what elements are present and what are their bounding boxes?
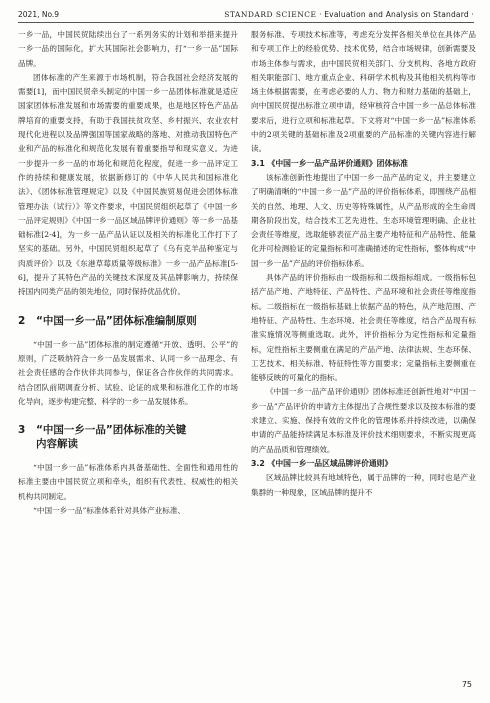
paragraph: 服务标准、专项技术标准等，考虑充分发挥各相关单位在具体产品和专项工作上的经验优势、技术优势，结合市场规律，创新需要及市场主体参与需求，由中国民贸相关部门、分支机构、各地方政府相关职能部门、地方重点企业、科研学术机构及其他相关机构等市场主体根据需要，在考虑必要的人力、物力和财力基础的基础上，向中国民贸提出标准立项申请，经审核符合中国一乡一品总体标准要求后，进行立项和标准起草。下文将对“中国一乡一品”标准体系中的2项关键的基础标准及2项重要的产品标准的关键内容进行解读。 — [251, 30, 476, 154]
page-number: 75 — [461, 680, 472, 689]
section-title-line2: 内容解读 — [36, 438, 78, 451]
paragraph: 团体标准的产生来源于市场机制，符合我国社会经济发展的需要[1]，而中国民贸牵头制定的中国一乡一品团体标准就是适应国家团体标准发展和市场需要的重要成果，也是地区特色产品品牌培育的重要支持，有助于我国扶贫攻坚、乡村振兴、农业农村现代化进程以及品牌强国等国家战略的落地、对推动我国特色产业和产品的标准化和规范化发展有着重要指导和现实意义。为进一步提升一乡一品的市场化和规范化程度，促进一乡一品评定工作的持续和健康发展，依据新修订的《中华人民共和国标准化法》、《团体标准管理规定》以及《中国民族贸易促进会团体标准管理办法（试行）》等文件要求，中国民贸组织起草了《中国一乡一品评定规则》《中国一乡一品区域品牌评价通则》等一乡一品基础标准[2-4]，为一乡一品产品认证以及相关的标准化工作打下了坚实的基础。另外，中国民贸组织起草了《乌有克羊品种鉴定与肉质评价》以及《东港草莓质量等级标准》一乡一品产品标准[5-6]，提升了其特色产品的关键技术深度及其品牌影响力，持续保持国内同类产品的领先地位，同时保持优品优价。 — [18, 72, 238, 297]
right-column — [251, 28, 476, 500]
section-heading-3 — [18, 423, 238, 451]
section-number: 2 — [18, 314, 26, 327]
subsection-heading-3-1: 3.1 《中国一乡一品产品评价通则》团体标准 — [251, 158, 408, 168]
paragraph: 该标准创新性地提出了中国一乡一品产品的定义，并主要建立了明确清晰的“中国一乡一品”产品的评价指标体系，即围绕产品相关的自然、地理、人文、历史等特殊属性，从产品形成的全生命周期各阶段出发，结合技术工艺先进性、生态环境管理明确、企业社会责任等维度，选取能够表征产品主要产地特征和产品特性、能量化并可检测验证的定量指标和可准确描述的定性指标，整体构成“中国一乡一品”产品的评价指标体系。 — [251, 172, 476, 268]
paragraph: “中国一乡一品”标准体系内具备基础性、全面性和通用性的标准主要由中国民贸立项和牵头，组织有代表性、权威性的相关机构共同制定。 — [18, 463, 238, 501]
paragraph: 《中国一乡一品产品评价通则》团体标准还创新性地对“中国一乡一品”产品评价的申请方主体提出了合规性要求以及按本标准的要求建立、实施、保持有效的文件化的管理体系并持续改进，以确保申请的产品能持续满足本标准及评价技术细则要求，不断实现更高的产品品质和管理绩效。 — [251, 387, 476, 454]
paragraph: “中国一乡一品”团体标准的制定遵循“开放、透明、公平”的原则，广泛吸纳符合一乡一品发展需求、认同一乡一品理念、有社会责任感的合作伙伴共同参与，保证各合作伙伴的共同需求。结合团队前期调查分析、试验、论证的成果和标准化工作的市场化导向，逐步构建完整、科学的一乡一品发展体系。 — [18, 339, 238, 406]
section-title: “中国一乡一品”团体标准编制原则 — [36, 314, 197, 327]
paragraph: 一乡一品，中国民贸陆续出台了一系列务实的计划和举措来提升一乡一品的国际化，扩大其国际社会影响力，打“一乡一品”国际品牌。 — [18, 30, 238, 68]
paragraph: 区域品牌比较具有地域特色，属于品牌的一种，同时也是产业集群的一种现象，区域品牌的提升不 — [251, 473, 476, 497]
section-title: “中国一乡一品”团体标准的关键 — [36, 424, 187, 437]
paragraph: 具体产品的评价指标由一级指标和二级指标组成。一级指标包括产品产地、产地特征、产品特性、产品环境和社会责任等维度指标。二级指标在一级指标基础上依据产品的特色，从产地范围、产地特征、产品特性、生态环境、社会责任等维度，结合产品现有标准实施情况等侧重选取。此外，评价指标分为定性指标和定量指标，定性指标主要侧重在满足的产品产地、法律法规、生态环保、工艺技术、相关标准、特征特性等方面要求；定量指标主要侧重在能够反映的可量化的指标。 — [251, 273, 476, 383]
running-header — [18, 8, 474, 23]
left-column — [18, 28, 238, 518]
issue-label: 2021, No.9 — [18, 10, 60, 19]
journal-title — [224, 10, 474, 19]
section-heading-2 — [18, 314, 238, 328]
section-number: 3 — [18, 424, 26, 437]
paragraph: “中国一乡一品”标准体系针对具体产业标准、 — [33, 506, 186, 516]
journal-name: STANDARD SCIENCE — [224, 10, 317, 19]
subsection-heading-3-2: 3.2 《中国一乡一品区域品牌评价通则》 — [251, 458, 393, 468]
journal-section: · Evaluation and Analysis on Standard · — [319, 10, 474, 19]
